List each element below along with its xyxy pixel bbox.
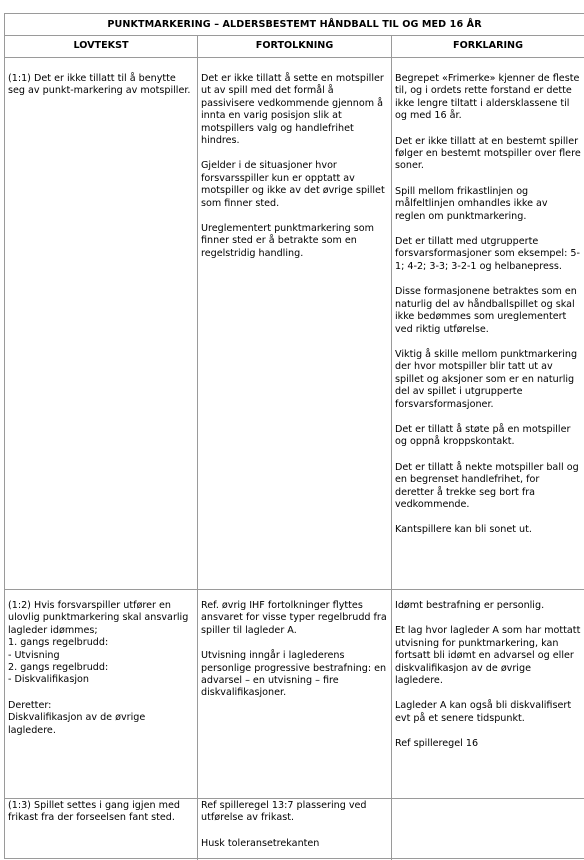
- table-title: PUNKTMARKERING – ALDERSBESTEMT HÅNDBALL TIL OG MED 16 ÅR: [5, 14, 584, 36]
- row-divider: [5, 798, 584, 799]
- paragraph: Det er tillatt å nekte motspiller ball og en begrenset handlefrihet, for deretter å trekke seg bort fra vedkommende.: [395, 461, 579, 510]
- column-divider: [391, 35, 392, 860]
- paragraph: Det er tillatt å støte på en motspiller og oppnå kroppskontakt.: [395, 423, 571, 448]
- header-lovtekst: LOVTEKST: [5, 35, 197, 58]
- row1-lovtekst: [8, 73, 194, 98]
- paragraph: Idømt bestrafning er personlig.: [395, 600, 545, 611]
- paragraph: Ref spilleregel 16: [395, 738, 479, 750]
- paragraph: Et lag hvor lagleder A som har mottatt utvisning for punktmarkering, kan fortsatt bli idømt en advarsel og eller diskvalifikasjon av de øvrige lagledere.: [395, 625, 581, 687]
- paragraph: (1:2) Hvis forsvarspiller utfører en ulovlig punktmarkering skal ansvarlig lagleder idømmes; 1. gangs regelbrudd: - Utvisning 2. gangs regelbrudd: - Diskvalifikasjon: [8, 600, 189, 686]
- row2-lovtekst: [8, 600, 194, 737]
- paragraph: Deretter: Diskvalifikasjon av de øvrige lagledere.: [8, 699, 146, 736]
- row-divider: [5, 589, 584, 590]
- rules-table: [4, 13, 584, 859]
- paragraph: (1:3) Spillet settes i gang igjen med frikast fra der forseelsen fant sted.: [8, 800, 180, 824]
- paragraph: Lagleder A kan også bli diskvalifisert evt på et senere tidspunkt.: [395, 700, 572, 724]
- paragraph: Husk toleransetrekanten: [201, 837, 320, 849]
- paragraph: Spill mellom frikastlinjen og målfeltlinjen omhandles ikke av reglen om punktmarkering.: [395, 185, 548, 222]
- paragraph: Kantspillere kan bli sonet ut.: [395, 524, 532, 536]
- header-fortolkning: FORTOLKNING: [198, 35, 391, 58]
- row2-forklaring: [395, 600, 581, 751]
- row1-fortolkning: [201, 73, 388, 260]
- paragraph: Disse formasjonene betraktes som en naturlig del av håndballspillet og skal ikke bedømmes som ureglementert ved riktig utførelse.: [395, 286, 577, 335]
- paragraph: Ureglementert punktmarkering som finner sted er å betrakte som en regelstridig handling.: [201, 223, 374, 259]
- row2-fortolkning: [201, 600, 388, 700]
- row3-fortolkning: [201, 800, 388, 850]
- row1-forklaring: [395, 73, 581, 537]
- paragraph: (1:1) Det er ikke tillatt til å benytte seg av punkt-markering av motspiller.: [8, 73, 191, 97]
- paragraph: Det er ikke tillatt at en bestemt spiller følger en bestemt motspiller over flere soner.: [395, 135, 581, 172]
- row3-lovtekst: [8, 800, 194, 825]
- paragraph: Utvisning inngår i laglederens personlige progressive bestrafning: en advarsel – en utvisning – fire diskvalifikasjoner.: [201, 650, 387, 699]
- paragraph: Viktig å skille mellom punktmarkering der hvor motspiller blir tatt ut av spillet og aksjoner som er en naturlig del av spillet i utgrupperte forsvarsformasjoner.: [395, 348, 578, 410]
- column-divider: [197, 35, 198, 860]
- paragraph: Gjelder i de situasjoner hvor forsvarsspiller kun er opptatt av motspiller og ikke av det øvrige spillet som finner sted.: [201, 160, 385, 209]
- paragraph: Begrepet «Frimerke» kjenner de fleste til, og i ordets rette forstand er dette ikke lengre tiltatt i aldersklassene til og med 16 år.: [395, 73, 580, 122]
- header-forklaring: FORKLARING: [392, 35, 584, 58]
- paragraph: Det er ikke tillatt å sette en motspiller ut av spill med det formål å passivisere vedkommende gjennom å innta en varig posisjon slik at motspillers valg og handlefrihet hindres.: [201, 73, 384, 147]
- paragraph: Ref spilleregel 13:7 plassering ved utførelse av frikast.: [201, 800, 367, 824]
- paragraph: Det er tillatt med utgrupperte forsvarsformasjoner som eksempel: 5-1; 4-2; 3-3; 3-2-1 og helbanepress.: [395, 236, 580, 272]
- paragraph: Ref. øvrig IHF fortolkninger flyttes ansvaret for visse typer regelbrudd fra spiller til lagleder A.: [201, 600, 387, 636]
